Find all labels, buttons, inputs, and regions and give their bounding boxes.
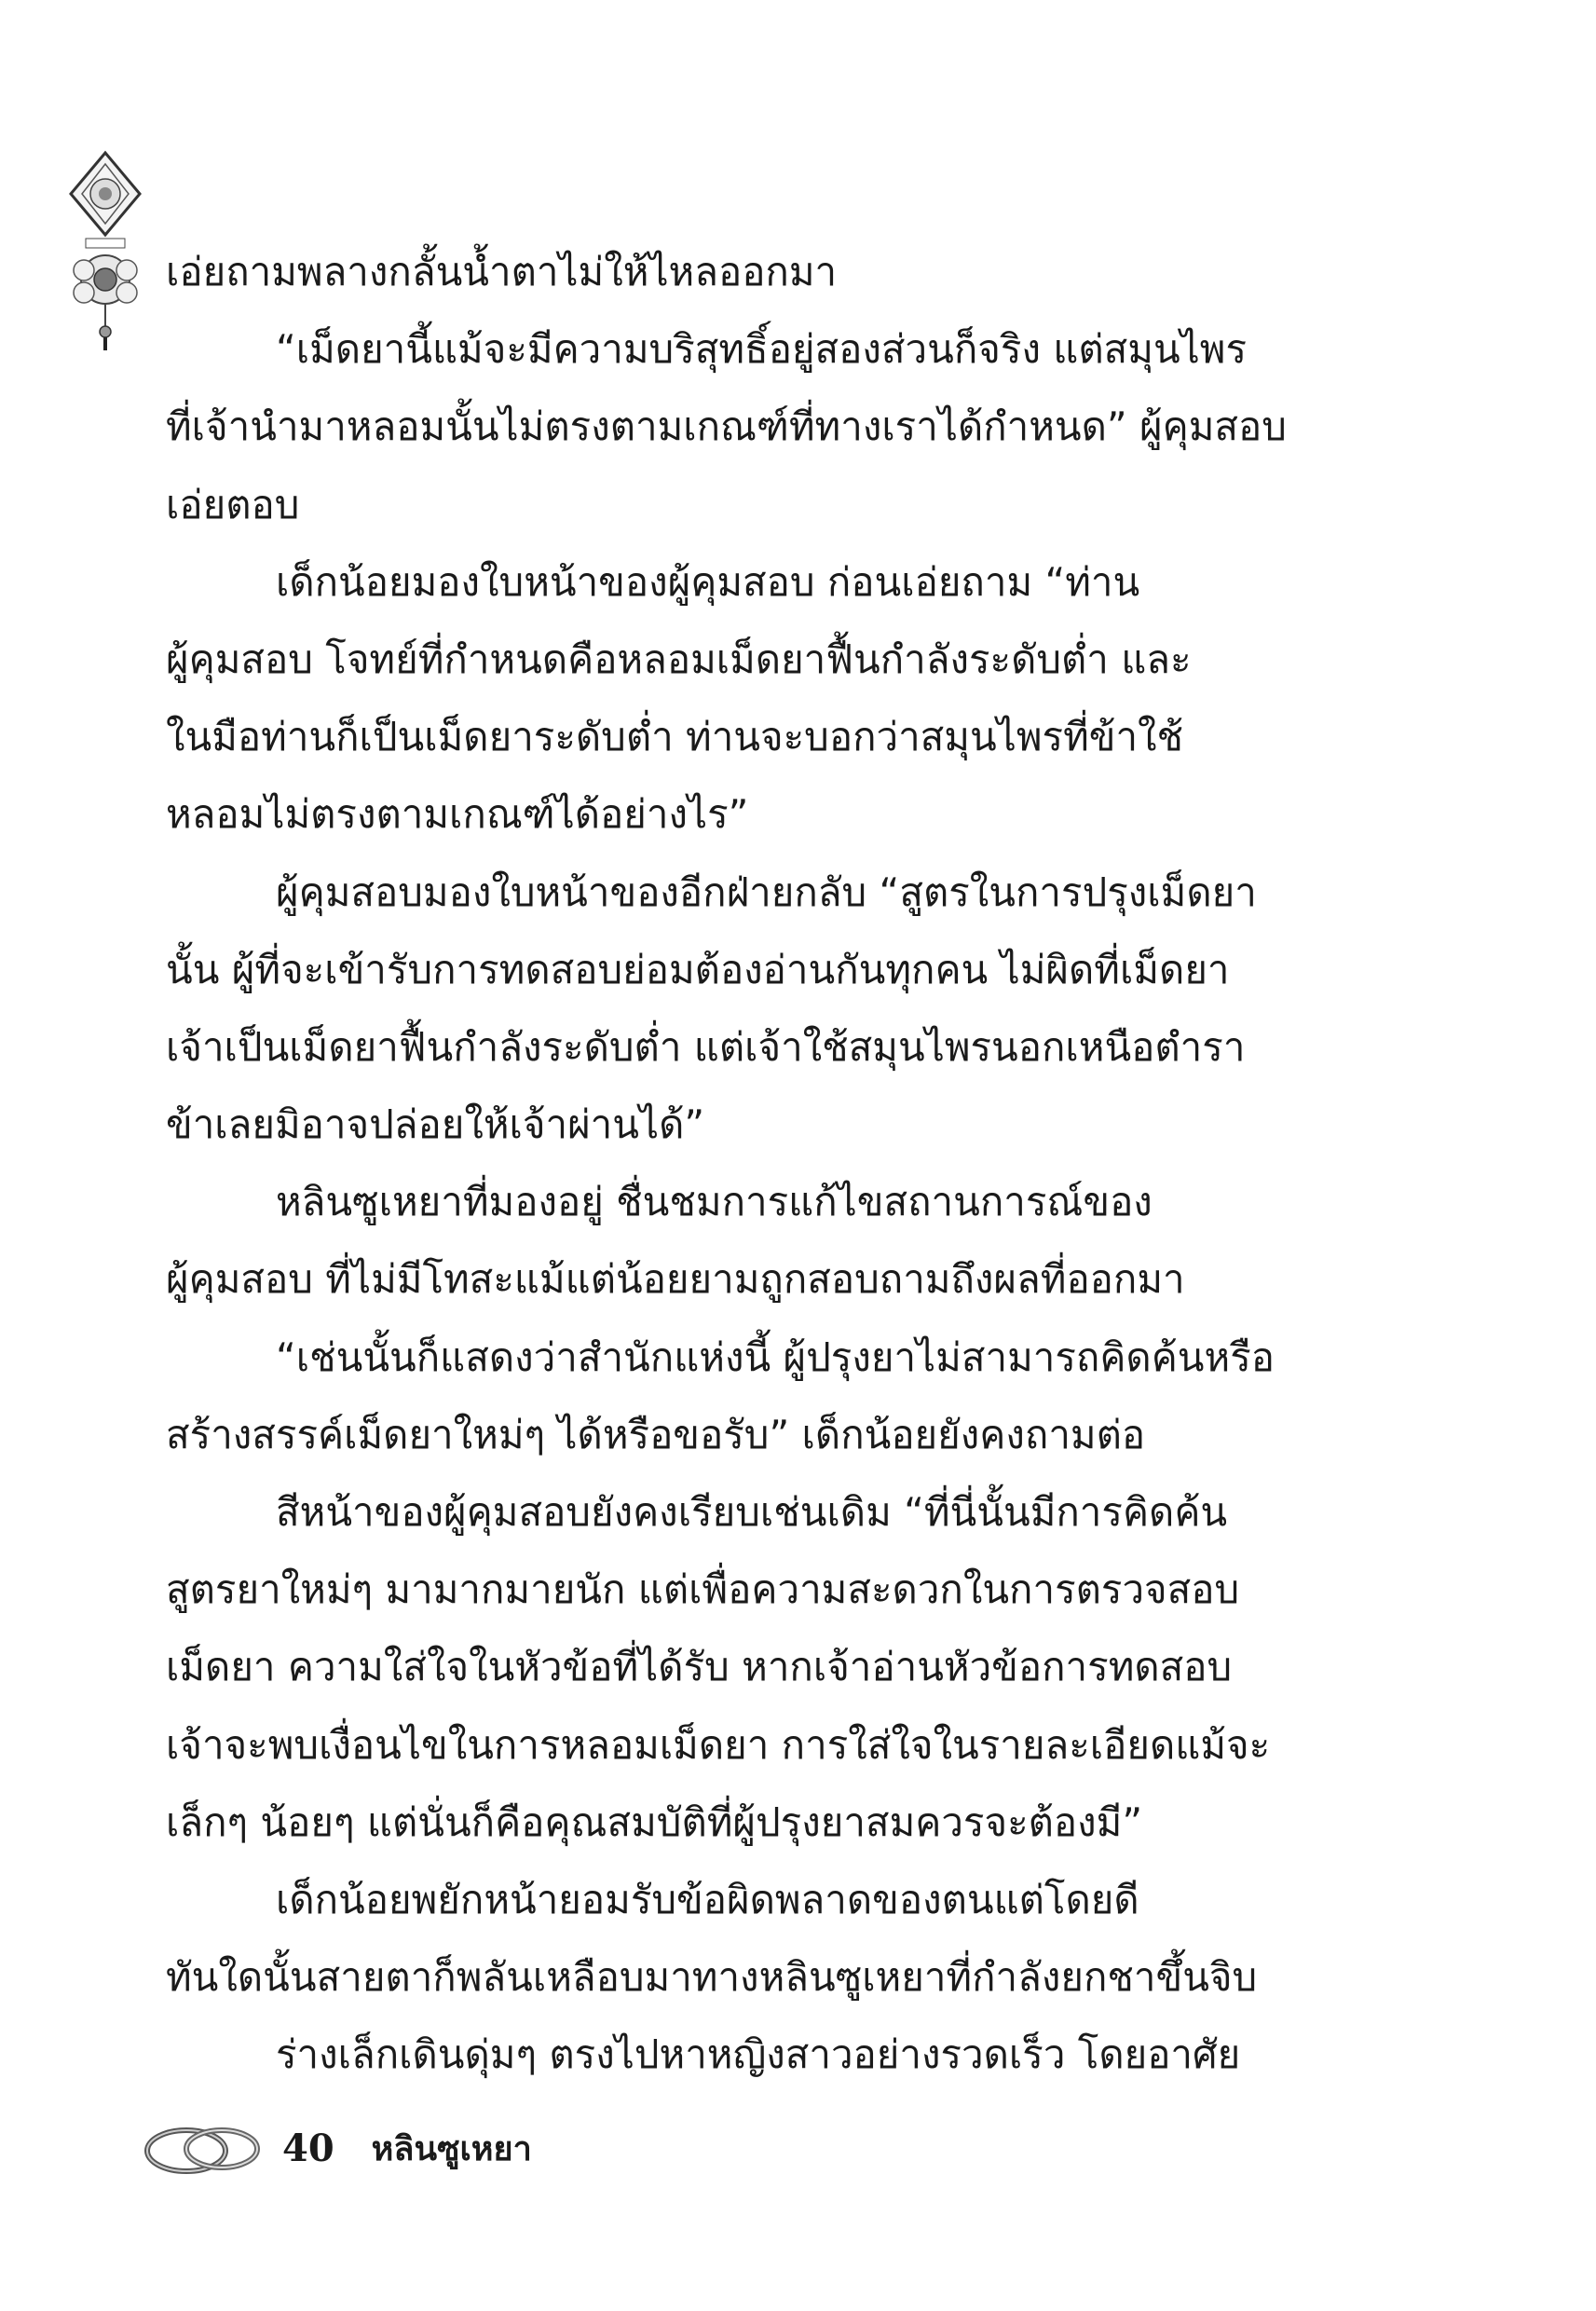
text-line: ผู้คุมสอบ โจทย์ที่กำหนดคือหลอมเม็ดยาฟื้นกำลังระดับต่ำ และ [166,636,1192,682]
rings-icon [140,2115,266,2181]
page-footer [140,2106,532,2190]
text-line: ผู้คุมสอบมองใบหน้าของอีกฝ่ายกลับ “สูตรในการปรุงเม็ดยา [276,868,1257,915]
text-line: เจ้าเป็นเม็ดยาฟื้นกำลังระดับต่ำ แต่เจ้าใช้สมุนไพรนอกเหนือตำรา [166,1023,1246,1070]
text-line: สูตรยาใหม่ๆ มามากมายนัก แต่เพื่อความสะดวกในการตรวจสอบ [166,1566,1240,1613]
text-line: ข้าเลยมิอาจปล่อยให้เจ้าผ่านได้” [166,1101,705,1148]
text-line: หลินซูเหยาที่มองอยู่ ชื่นชมการแก้ไขสถานการณ์ของ [276,1179,1153,1225]
text-line: เล็กๆ น้อยๆ แต่นั่นก็คือคุณสมบัติที่ผู้ปรุงยาสมควรจะต้องมี” [166,1798,1143,1845]
text-line: “เม็ดยานี้แม้จะมีความบริสุทธิ์อยู่สองส่วนก็จริง แต่สมุนไพร [276,326,1248,373]
text-line: เอ่ยถามพลางกลั้นน้ำตาไม่ให้ไหลออกมา [166,249,838,294]
text-line: เจ้าจะพบเงื่อนไขในการหลอมเม็ดยา การใส่ใจในรายละเอียดแม้จะ [166,1721,1271,1768]
text-line: เม็ดยา ความใส่ใจในหัวข้อที่ได้รับ หากเจ้าอ่านหัวข้อการทดสอบ [166,1644,1233,1690]
body-text [166,233,1330,2094]
text-line: นั้น ผู้ที่จะเข้ารับการทดสอบย่อมต้องอ่านกันทุกคน ไม่ผิดที่เม็ดยา [166,946,1230,992]
text-line: ผู้คุมสอบ ที่ไม่มีโทสะแม้แต่น้อยยามถูกสอบถามถึงผลที่ออกมา [166,1256,1185,1303]
text-line: เด็กน้อยมองใบหน้าของผู้คุมสอบ ก่อนเอ่ยถาม “ท่าน [276,558,1140,605]
text-line: หลอมไม่ตรงตามเกณฑ์ได้อย่างไร” [166,791,749,838]
text-line: เด็กน้อยพยักหน้ายอมรับข้อผิดพลาดของตนแต่โดยดี [276,1876,1139,1922]
text-line: ที่เจ้านำมาหลอมนั้นไม่ตรงตามเกณฑ์ที่ทางเราได้กำหนด” ผู้คุมสอบ [166,403,1287,450]
text-line: ในมือท่านก็เป็นเม็ดยาระดับต่ำ ท่านจะบอกว่าสมุนไพรที่ข้าใช้ [166,714,1184,760]
text-line: “เช่นนั้นก็แสดงว่าสำนักแห่งนี้ ผู้ปรุงยาไม่สามารถคิดค้นหรือ [276,1333,1275,1380]
text-line: เอ่ยตอบ [166,481,300,527]
text-line: สีหน้าของผู้คุมสอบยังคงเรียบเช่นเดิม “ที่นี่นั้นมีการคิดค้น [276,1489,1228,1535]
text-line: ทันใดนั้นสายตาก็พลันเหลือบมาทางหลินซูเหยาที่กำลังยกชาขึ้นจิบ [166,1954,1258,2001]
book-title: หลินซูเหยา [371,2128,532,2168]
text-line: สร้างสรรค์เม็ดยาใหม่ๆ ได้หรือขอรับ” เด็กน้อยยังคงถามต่อ [166,1411,1146,1457]
page-number: 40 [282,2126,334,2170]
text-line: ร่างเล็กเดินดุ่มๆ ตรงไปหาหญิงสาวอย่างรวดเร็ว โดยอาศัย [276,2031,1241,2078]
ornament-icon [63,149,147,354]
